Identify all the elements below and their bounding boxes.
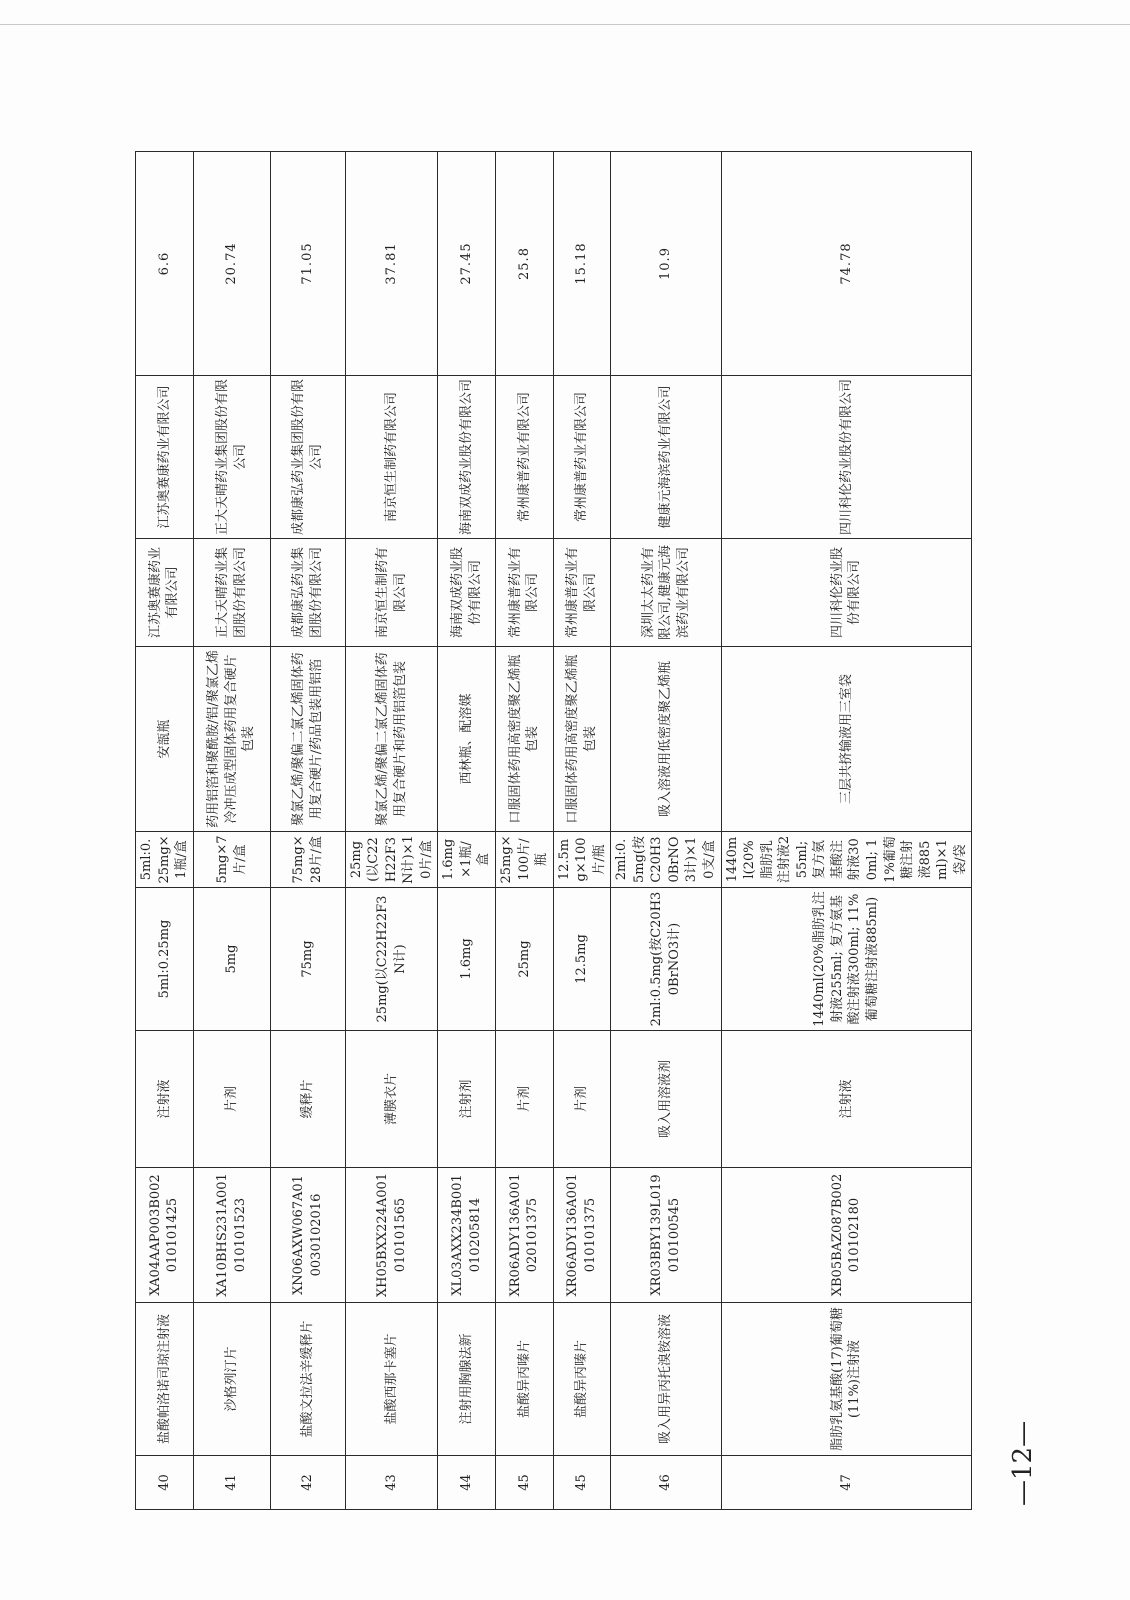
row-number-cell: 45 bbox=[496, 1456, 554, 1510]
manufacturer-cell: 南京恒生制药有限公司 bbox=[345, 376, 438, 539]
dosage-form-cell: 吸入用溶液剂 bbox=[611, 1031, 721, 1168]
applicant-cell: 常州康普药业有限公司 bbox=[496, 539, 554, 647]
table-row bbox=[345, 152, 438, 1510]
package-spec-cell: 2ml:0.5mg(按C20H30BrNO3计)×10支/盒 bbox=[611, 832, 721, 888]
specification-cell: 25mg(以C22H22F3N计) bbox=[345, 888, 438, 1031]
drug-code-cell: XR03BBY139L019010100545 bbox=[611, 1168, 721, 1303]
drug-code-cell: XR06ADY136A001020101375 bbox=[496, 1168, 554, 1303]
drug-code-cell: XR06ADY136A001010101375 bbox=[553, 1168, 611, 1303]
dosage-form-cell: 薄膜衣片 bbox=[345, 1031, 438, 1168]
row-number-cell: 44 bbox=[438, 1456, 496, 1510]
table-row bbox=[611, 152, 721, 1510]
package-material-cell: 三层共挤输液用三室袋 bbox=[721, 647, 972, 832]
drug-name-cell: 沙格列汀片 bbox=[193, 1303, 270, 1456]
drug-code-cell: XA10BHS231A001010101523 bbox=[193, 1168, 270, 1303]
price-cell: 20.74 bbox=[193, 152, 270, 376]
drug-name-cell: 盐酸西那卡塞片 bbox=[345, 1303, 438, 1456]
table-row bbox=[721, 152, 972, 1510]
table-row bbox=[193, 152, 270, 1510]
dosage-form-cell: 注射液 bbox=[136, 1031, 194, 1168]
drug-name-cell: 盐酸异丙嗪片 bbox=[553, 1303, 611, 1456]
dosage-form-cell: 注射液 bbox=[721, 1031, 972, 1168]
row-number-cell: 43 bbox=[345, 1456, 438, 1510]
manufacturer-cell: 健康元海滨药业有限公司 bbox=[611, 376, 721, 539]
specification-cell: 1.6mg bbox=[438, 888, 496, 1031]
package-material-cell: 药用铝箔和聚酰胺/铝/聚氯乙烯冷冲压成型固体药用复合硬片包装 bbox=[193, 647, 270, 832]
drug-name-cell: 吸入用异丙托溴铵溶液 bbox=[611, 1303, 721, 1456]
specification-cell: 5mg bbox=[193, 888, 270, 1031]
drug-price-table bbox=[135, 151, 972, 1510]
package-spec-cell: 5mg×7片/盒 bbox=[193, 832, 270, 888]
price-cell: 10.9 bbox=[611, 152, 721, 376]
drug-code-cell: XL03AXX234B001010205814 bbox=[438, 1168, 496, 1303]
dosage-form-cell: 片剂 bbox=[496, 1031, 554, 1168]
table-row bbox=[270, 152, 345, 1510]
drug-name-cell: 盐酸异丙嗪片 bbox=[496, 1303, 554, 1456]
drug-name-cell: 脂肪乳氨基酸(17)葡萄糖(11%)注射液 bbox=[721, 1303, 972, 1456]
package-material-cell: 口服固体药用高密度聚乙烯瓶包装 bbox=[553, 647, 611, 832]
applicant-cell: 江苏奥赛康药业有限公司 bbox=[136, 539, 194, 647]
row-number-cell: 45 bbox=[553, 1456, 611, 1510]
applicant-cell: 南京恒生制药有限公司 bbox=[345, 539, 438, 647]
table-body bbox=[136, 152, 972, 1510]
applicant-cell: 正大天晴药业集团股份有限公司 bbox=[193, 539, 270, 647]
price-cell: 6.6 bbox=[136, 152, 194, 376]
manufacturer-cell: 江苏奥赛康药业有限公司 bbox=[136, 376, 194, 539]
table-row bbox=[553, 152, 611, 1510]
row-number-cell: 42 bbox=[270, 1456, 345, 1510]
package-material-cell: 口服固体药用高密度聚乙烯瓶包装 bbox=[496, 647, 554, 832]
specification-cell: 5ml:0.25mg bbox=[136, 888, 194, 1031]
package-spec-cell: 75mg×28片/盒 bbox=[270, 832, 345, 888]
price-cell: 25.8 bbox=[496, 152, 554, 376]
manufacturer-cell: 海南双成药业股份有限公司 bbox=[438, 376, 496, 539]
rotated-table-wrapper bbox=[135, 152, 968, 1510]
scan-top-rule bbox=[0, 24, 1130, 25]
drug-code-cell: XA04AAP003B002010101425 bbox=[136, 1168, 194, 1303]
drug-code-cell: XH05BXX224A001010101565 bbox=[345, 1168, 438, 1303]
specification-cell: 12.5mg bbox=[553, 888, 611, 1031]
package-material-cell: 安瓿瓶 bbox=[136, 647, 194, 832]
row-number-cell: 41 bbox=[193, 1456, 270, 1510]
applicant-cell: 海南双成药业股份有限公司 bbox=[438, 539, 496, 647]
table-row bbox=[496, 152, 554, 1510]
price-cell: 37.81 bbox=[345, 152, 438, 376]
applicant-cell: 深圳太太药业有限公司,健康元海滨药业有限公司 bbox=[611, 539, 721, 647]
dosage-form-cell: 片剂 bbox=[193, 1031, 270, 1168]
page-number: —12— bbox=[1008, 1420, 1038, 1506]
drug-name-cell: 盐酸帕洛诺司琼注射液 bbox=[136, 1303, 194, 1456]
table-row bbox=[136, 152, 194, 1510]
package-spec-cell: 1440ml(20%脂肪乳注射液255ml; 复方氨基酸注射液300ml; 11%葡萄糖注射液885ml)×1袋/袋 bbox=[721, 832, 972, 888]
table-row bbox=[438, 152, 496, 1510]
drug-name-cell: 注射用胸腺法新 bbox=[438, 1303, 496, 1456]
dosage-form-cell: 片剂 bbox=[553, 1031, 611, 1168]
manufacturer-cell: 常州康普药业有限公司 bbox=[553, 376, 611, 539]
package-material-cell: 聚氯乙烯/聚偏二氯乙烯固体药用复合硬片/药品包装用铝箔 bbox=[270, 647, 345, 832]
package-spec-cell: 5ml:0.25mg×1瓶/盒 bbox=[136, 832, 194, 888]
package-spec-cell: 25mg(以C22H22F3N计)×10片/盒 bbox=[345, 832, 438, 888]
specification-cell: 1440ml(20%脂肪乳注射液255ml; 复方氨基酸注射液300ml; 11%葡萄糖注射液885ml) bbox=[721, 888, 972, 1031]
package-material-cell: 西林瓶、配溶媒 bbox=[438, 647, 496, 832]
applicant-cell: 四川科伦药业股份有限公司 bbox=[721, 539, 972, 647]
manufacturer-cell: 成都康弘药业集团股份有限公司 bbox=[270, 376, 345, 539]
specification-cell: 25mg bbox=[496, 888, 554, 1031]
applicant-cell: 成都康弘药业集团股份有限公司 bbox=[270, 539, 345, 647]
package-material-cell: 吸入溶液用低密度聚乙烯瓶 bbox=[611, 647, 721, 832]
specification-cell: 75mg bbox=[270, 888, 345, 1031]
package-spec-cell: 25mg×100片/瓶 bbox=[496, 832, 554, 888]
row-number-cell: 47 bbox=[721, 1456, 972, 1510]
drug-code-cell: XB05BAZ087B002010102180 bbox=[721, 1168, 972, 1303]
manufacturer-cell: 正大天晴药业集团股份有限公司 bbox=[193, 376, 270, 539]
price-cell: 74.78 bbox=[721, 152, 972, 376]
row-number-cell: 40 bbox=[136, 1456, 194, 1510]
dosage-form-cell: 注射剂 bbox=[438, 1031, 496, 1168]
specification-cell: 2ml:0.5mg(按C20H30BrNO3计) bbox=[611, 888, 721, 1031]
manufacturer-cell: 常州康普药业有限公司 bbox=[496, 376, 554, 539]
drug-code-cell: XN06AXW067A010030102016 bbox=[270, 1168, 345, 1303]
price-cell: 71.05 bbox=[270, 152, 345, 376]
dosage-form-cell: 缓释片 bbox=[270, 1031, 345, 1168]
row-number-cell: 46 bbox=[611, 1456, 721, 1510]
manufacturer-cell: 四川科伦药业股份有限公司 bbox=[721, 376, 972, 539]
package-spec-cell: 12.5mg×100片/瓶 bbox=[553, 832, 611, 888]
price-cell: 15.18 bbox=[553, 152, 611, 376]
package-material-cell: 聚氯乙烯/聚偏二氯乙烯固体药用复合硬片和药用铝箔包装 bbox=[345, 647, 438, 832]
drug-name-cell: 盐酸文拉法辛缓释片 bbox=[270, 1303, 345, 1456]
price-cell: 27.45 bbox=[438, 152, 496, 376]
package-spec-cell: 1.6mg×1瓶/盒 bbox=[438, 832, 496, 888]
applicant-cell: 常州康普药业有限公司 bbox=[553, 539, 611, 647]
